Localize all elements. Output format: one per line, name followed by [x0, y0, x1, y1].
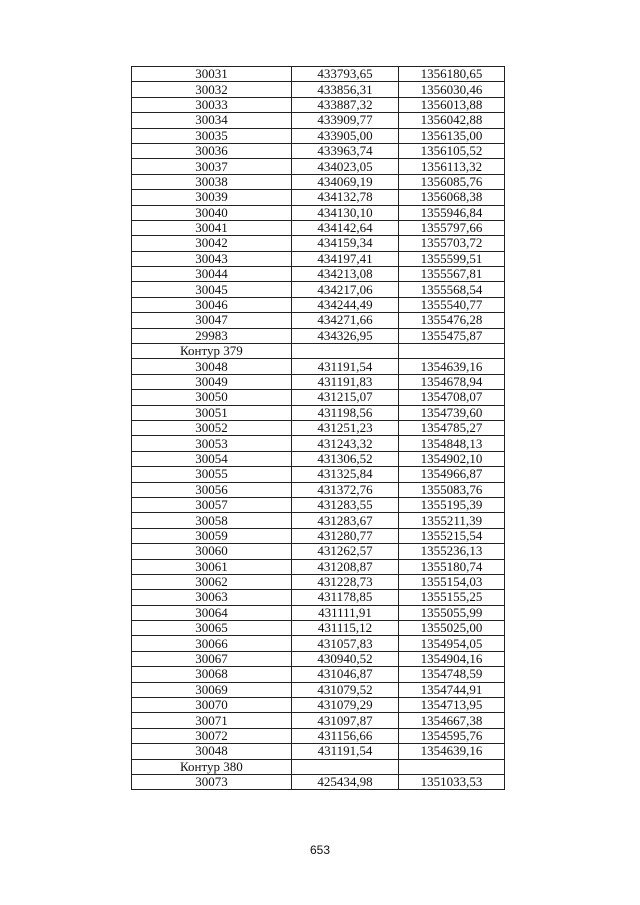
- point-id-cell: 30045: [132, 282, 292, 297]
- y-coordinate-cell: 1355540,77: [399, 297, 505, 312]
- y-coordinate-cell: 1354708,07: [399, 390, 505, 405]
- y-coordinate-cell: 1355195,39: [399, 497, 505, 512]
- point-id-cell: 30062: [132, 574, 292, 589]
- x-coordinate-cell: 431046,87: [292, 667, 399, 682]
- table-row: [132, 220, 505, 235]
- coordinates-table: [131, 66, 505, 790]
- y-coordinate-cell: 1354954,05: [399, 636, 505, 651]
- y-coordinate-cell: 1354639,16: [399, 359, 505, 374]
- table-row: [132, 682, 505, 697]
- x-coordinate-cell: 431325,84: [292, 467, 399, 482]
- y-coordinate-cell: 1354785,27: [399, 420, 505, 435]
- x-coordinate-cell: 431262,57: [292, 544, 399, 559]
- y-coordinate-cell: 1354748,59: [399, 667, 505, 682]
- table-row: [132, 113, 505, 128]
- y-coordinate-cell: 1356068,38: [399, 190, 505, 205]
- point-id-cell: 30063: [132, 590, 292, 605]
- y-coordinate-cell: 1355155,25: [399, 590, 505, 605]
- y-coordinate-cell: 1356030,46: [399, 82, 505, 97]
- table-row: [132, 67, 505, 82]
- y-coordinate-cell: 1355703,72: [399, 236, 505, 251]
- x-coordinate-cell: 434142,64: [292, 220, 399, 235]
- x-coordinate-cell: 433856,31: [292, 82, 399, 97]
- table-row: [132, 451, 505, 466]
- point-id-cell: 30070: [132, 698, 292, 713]
- y-coordinate-cell: 1351033,53: [399, 774, 505, 789]
- x-coordinate-cell: 433905,00: [292, 128, 399, 143]
- table-row: [132, 513, 505, 528]
- point-id-cell: 30044: [132, 267, 292, 282]
- x-coordinate-cell: 431208,87: [292, 559, 399, 574]
- point-id-cell: 30043: [132, 251, 292, 266]
- y-coordinate-cell: 1355567,81: [399, 267, 505, 282]
- y-coordinate-cell: 1355180,74: [399, 559, 505, 574]
- y-coordinate-cell: 1354713,95: [399, 698, 505, 713]
- x-coordinate-cell: 431178,85: [292, 590, 399, 605]
- x-coordinate-cell: 434130,10: [292, 205, 399, 220]
- x-coordinate-cell: 431306,52: [292, 451, 399, 466]
- table-row: [132, 636, 505, 651]
- table-row: [132, 251, 505, 266]
- point-id-cell: 29983: [132, 328, 292, 343]
- point-id-cell: 30055: [132, 467, 292, 482]
- table-row: [132, 159, 505, 174]
- x-coordinate-cell: [292, 759, 399, 774]
- point-id-cell: 30065: [132, 621, 292, 636]
- y-coordinate-cell: 1356085,76: [399, 174, 505, 189]
- y-coordinate-cell: 1354667,38: [399, 713, 505, 728]
- y-coordinate-cell: 1355475,87: [399, 328, 505, 343]
- y-coordinate-cell: 1354904,16: [399, 651, 505, 666]
- point-id-cell: 30034: [132, 113, 292, 128]
- point-id-cell: 30058: [132, 513, 292, 528]
- x-coordinate-cell: 434023,05: [292, 159, 399, 174]
- x-coordinate-cell: 431191,54: [292, 744, 399, 759]
- y-coordinate-cell: 1355568,54: [399, 282, 505, 297]
- point-id-cell: 30056: [132, 482, 292, 497]
- y-coordinate-cell: [399, 759, 505, 774]
- y-coordinate-cell: 1356042,88: [399, 113, 505, 128]
- point-id-cell: Контур 379: [132, 344, 292, 359]
- x-coordinate-cell: 431191,54: [292, 359, 399, 374]
- point-id-cell: 30032: [132, 82, 292, 97]
- y-coordinate-cell: 1355215,54: [399, 528, 505, 543]
- table-row: [132, 328, 505, 343]
- table-row: [132, 128, 505, 143]
- point-id-cell: 30068: [132, 667, 292, 682]
- x-coordinate-cell: 434244,49: [292, 297, 399, 312]
- y-coordinate-cell: 1354595,76: [399, 728, 505, 743]
- x-coordinate-cell: 434197,41: [292, 251, 399, 266]
- x-coordinate-cell: 431372,76: [292, 482, 399, 497]
- point-id-cell: 30072: [132, 728, 292, 743]
- y-coordinate-cell: 1355946,84: [399, 205, 505, 220]
- table-row: [132, 405, 505, 420]
- x-coordinate-cell: 434271,66: [292, 313, 399, 328]
- table-row: [132, 82, 505, 97]
- x-coordinate-cell: 434159,34: [292, 236, 399, 251]
- y-coordinate-cell: 1355599,51: [399, 251, 505, 266]
- y-coordinate-cell: 1354966,87: [399, 467, 505, 482]
- x-coordinate-cell: 430940,52: [292, 651, 399, 666]
- y-coordinate-cell: 1355083,76: [399, 482, 505, 497]
- x-coordinate-cell: 434132,78: [292, 190, 399, 205]
- point-id-cell: 30038: [132, 174, 292, 189]
- table-row: [132, 774, 505, 789]
- y-coordinate-cell: 1355236,13: [399, 544, 505, 559]
- point-id-cell: 30050: [132, 390, 292, 405]
- y-coordinate-cell: 1355154,03: [399, 574, 505, 589]
- x-coordinate-cell: 434326,95: [292, 328, 399, 343]
- point-id-cell: Контур 380: [132, 759, 292, 774]
- table-row: [132, 667, 505, 682]
- x-coordinate-cell: 425434,98: [292, 774, 399, 789]
- x-coordinate-cell: 431283,67: [292, 513, 399, 528]
- table-row: [132, 359, 505, 374]
- point-id-cell: 30052: [132, 420, 292, 435]
- x-coordinate-cell: 434213,08: [292, 267, 399, 282]
- x-coordinate-cell: 431097,87: [292, 713, 399, 728]
- table-row: [132, 97, 505, 112]
- coordinates-table-body: [132, 67, 505, 790]
- y-coordinate-cell: 1354639,16: [399, 744, 505, 759]
- table-row: [132, 143, 505, 158]
- x-coordinate-cell: 431243,32: [292, 436, 399, 451]
- x-coordinate-cell: 434217,06: [292, 282, 399, 297]
- point-id-cell: 30073: [132, 774, 292, 789]
- table-row: [132, 174, 505, 189]
- point-id-cell: 30051: [132, 405, 292, 420]
- point-id-cell: 30061: [132, 559, 292, 574]
- table-row: [132, 313, 505, 328]
- x-coordinate-cell: 433963,74: [292, 143, 399, 158]
- x-coordinate-cell: 431111,91: [292, 605, 399, 620]
- table-row: [132, 590, 505, 605]
- x-coordinate-cell: 431057,83: [292, 636, 399, 651]
- y-coordinate-cell: 1355055,99: [399, 605, 505, 620]
- y-coordinate-cell: 1356135,00: [399, 128, 505, 143]
- y-coordinate-cell: 1354902,10: [399, 451, 505, 466]
- y-coordinate-cell: 1355476,28: [399, 313, 505, 328]
- point-id-cell: 30040: [132, 205, 292, 220]
- x-coordinate-cell: 433887,32: [292, 97, 399, 112]
- y-coordinate-cell: 1354678,94: [399, 374, 505, 389]
- x-coordinate-cell: 434069,19: [292, 174, 399, 189]
- y-coordinate-cell: 1356013,88: [399, 97, 505, 112]
- table-row: [132, 544, 505, 559]
- table-row: [132, 651, 505, 666]
- y-coordinate-cell: [399, 344, 505, 359]
- point-id-cell: 30041: [132, 220, 292, 235]
- point-id-cell: 30049: [132, 374, 292, 389]
- x-coordinate-cell: 431283,55: [292, 497, 399, 512]
- x-coordinate-cell: [292, 344, 399, 359]
- point-id-cell: 30033: [132, 97, 292, 112]
- point-id-cell: 30037: [132, 159, 292, 174]
- point-id-cell: 30053: [132, 436, 292, 451]
- y-coordinate-cell: 1356180,65: [399, 67, 505, 82]
- point-id-cell: 30069: [132, 682, 292, 697]
- table-row: [132, 205, 505, 220]
- x-coordinate-cell: 431191,83: [292, 374, 399, 389]
- point-id-cell: 30060: [132, 544, 292, 559]
- table-row: [132, 698, 505, 713]
- table-row: [132, 282, 505, 297]
- point-id-cell: 30031: [132, 67, 292, 82]
- point-id-cell: 30067: [132, 651, 292, 666]
- x-coordinate-cell: 431156,66: [292, 728, 399, 743]
- x-coordinate-cell: 431215,07: [292, 390, 399, 405]
- table-row: [132, 574, 505, 589]
- point-id-cell: 30059: [132, 528, 292, 543]
- y-coordinate-cell: 1356113,32: [399, 159, 505, 174]
- table-row: [132, 621, 505, 636]
- y-coordinate-cell: 1356105,52: [399, 143, 505, 158]
- x-coordinate-cell: 431115,12: [292, 621, 399, 636]
- table-row: [132, 728, 505, 743]
- point-id-cell: 30064: [132, 605, 292, 620]
- x-coordinate-cell: 431079,29: [292, 698, 399, 713]
- y-coordinate-cell: 1354744,91: [399, 682, 505, 697]
- table-row: [132, 236, 505, 251]
- x-coordinate-cell: 431228,73: [292, 574, 399, 589]
- x-coordinate-cell: 431198,56: [292, 405, 399, 420]
- point-id-cell: 30039: [132, 190, 292, 205]
- table-row: [132, 420, 505, 435]
- point-id-cell: 30036: [132, 143, 292, 158]
- point-id-cell: 30048: [132, 359, 292, 374]
- table-row: [132, 744, 505, 759]
- y-coordinate-cell: 1354739,60: [399, 405, 505, 420]
- contour-header-row: [132, 344, 505, 359]
- table-row: [132, 559, 505, 574]
- y-coordinate-cell: 1355025,00: [399, 621, 505, 636]
- y-coordinate-cell: 1354848,13: [399, 436, 505, 451]
- point-id-cell: 30066: [132, 636, 292, 651]
- table-row: [132, 528, 505, 543]
- point-id-cell: 30046: [132, 297, 292, 312]
- x-coordinate-cell: 433793,65: [292, 67, 399, 82]
- point-id-cell: 30047: [132, 313, 292, 328]
- x-coordinate-cell: 431079,52: [292, 682, 399, 697]
- point-id-cell: 30042: [132, 236, 292, 251]
- table-row: [132, 190, 505, 205]
- table-row: [132, 267, 505, 282]
- table-row: [132, 374, 505, 389]
- point-id-cell: 30071: [132, 713, 292, 728]
- point-id-cell: 30054: [132, 451, 292, 466]
- table-row: [132, 436, 505, 451]
- x-coordinate-cell: 433909,77: [292, 113, 399, 128]
- table-row: [132, 605, 505, 620]
- table-row: [132, 390, 505, 405]
- table-row: [132, 297, 505, 312]
- y-coordinate-cell: 1355211,39: [399, 513, 505, 528]
- table-row: [132, 497, 505, 512]
- table-row: [132, 713, 505, 728]
- x-coordinate-cell: 431251,23: [292, 420, 399, 435]
- point-id-cell: 30035: [132, 128, 292, 143]
- page-number: 653: [309, 843, 331, 857]
- point-id-cell: 30057: [132, 497, 292, 512]
- table-row: [132, 482, 505, 497]
- table-row: [132, 467, 505, 482]
- point-id-cell: 30048: [132, 744, 292, 759]
- contour-header-row: [132, 759, 505, 774]
- x-coordinate-cell: 431280,77: [292, 528, 399, 543]
- y-coordinate-cell: 1355797,66: [399, 220, 505, 235]
